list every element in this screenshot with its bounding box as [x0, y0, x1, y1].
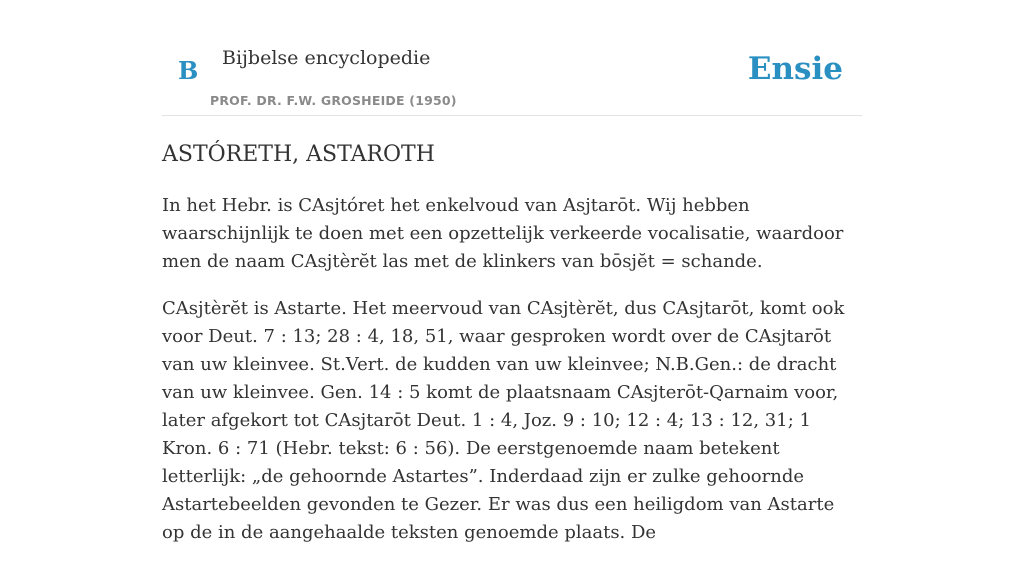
entry-paragraph: In het Hebr. is CAsjtóret het enkelvoud van Asjtarōt. Wij hebben waarschijnlijk te doen met een opzettelijk verkeerde vocalisatie, waardoor men de naam CAsjtèrĕt las met de klinkers van bōsjĕt = schande.: [162, 195, 844, 272]
brand-logo[interactable]: Ensie: [747, 51, 843, 87]
page-header: [162, 0, 862, 116]
book-title[interactable]: Bijbelse encyclopedie: [222, 47, 431, 69]
page: [162, 0, 862, 543]
entry-title: ASTÓRETH, ASTAROTH: [162, 142, 435, 167]
entry-paragraph: CAsjtèrĕt is Astarte. Het meervoud van CAsjtèrĕt, dus CAsjtarōt, komt ook voor Deut. 7 : 13; 28 : 4, 18, 51, waar gesproken wordt over de CAsjtarōt van uw kleinvee. St.Vert. de kudden van uw kleinvee; N.B.Gen.: de dracht van uw kleinvee. Gen. 14 : 5 komt de plaatsnaam CAsjterōt-Qarnaim voor, later afgekort tot CAsjtarōt Deut. 1 : 4, Joz. 9 : 10; 12 : 4; 13 : 12, 31; 1 Kron. 6 : 71 (Hebr. tekst: 6 : 56). De eerstgenoemde naam betekent letterlijk: „de gehoornde Astartes”. Inderdaad zijn er zulke gehoornde Astartebeelden gevonden te Gezer. Er was dus een heiligdom van Astarte op de in de aangehaalde teksten genoemde plaats. De: [162, 298, 845, 543]
book-author: PROF. DR. F.W. GROSHEIDE (1950): [210, 93, 457, 108]
entry-body: [162, 192, 862, 566]
book-logo[interactable]: B: [178, 56, 199, 85]
